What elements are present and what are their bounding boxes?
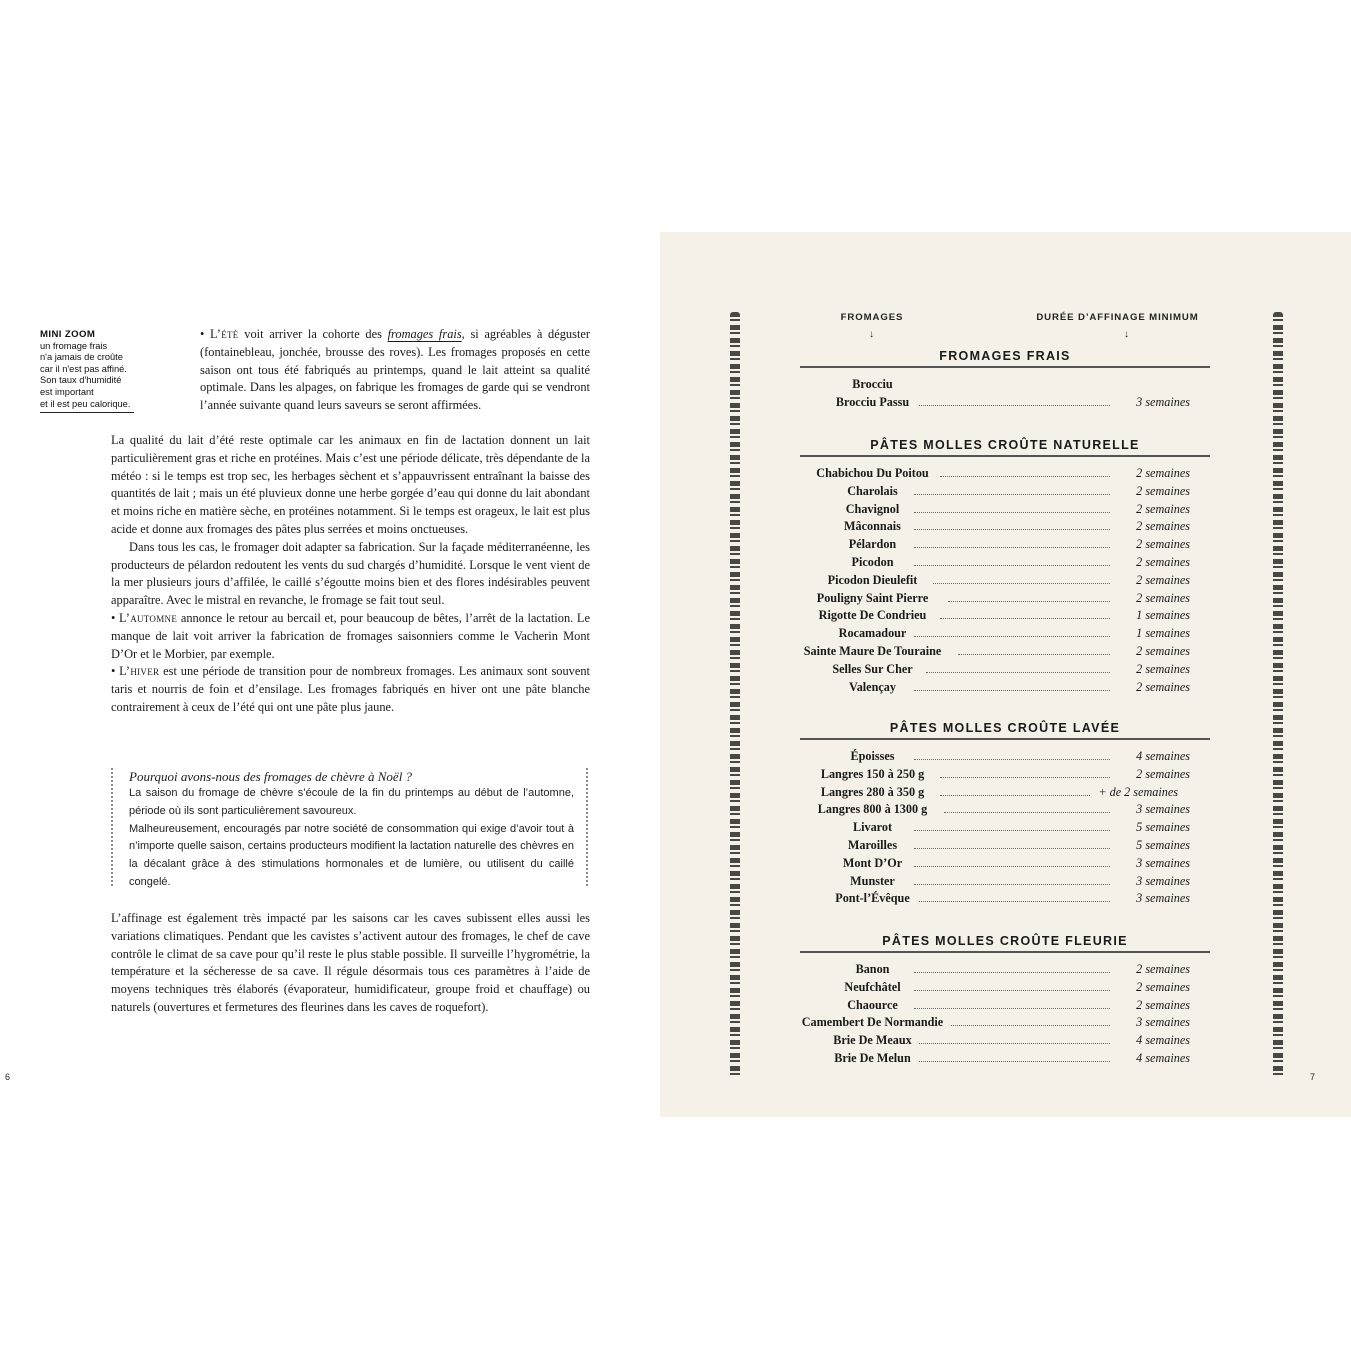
arrow-down-icon: ↓	[869, 329, 874, 340]
text-span: , si agréables à déguster (fontainebleau, jonchée, brousse des roves). Les fromages proposés en cette saison ont tous été fabriqués au printemps, quand le lait atteint sa qualité optimale. Dans les alpages, on fabrique les fromages de garde qui se vendront l’année suivante quand leurs saveurs se seront affirmées.	[200, 327, 591, 413]
cheese-name: Langres 150 à 250 g	[820, 766, 925, 781]
affinage-duration: 2 semaines	[1136, 679, 1190, 694]
season-ete: L’été	[210, 327, 239, 341]
affinage-duration: 2 semaines	[1136, 979, 1190, 994]
cheese-row	[800, 819, 1210, 837]
cheese-name: Maroilles	[847, 837, 898, 852]
affinage-duration: 2 semaines	[1136, 590, 1190, 605]
affinage-duration: 3 semaines	[1136, 1015, 1190, 1030]
ornament-border-left	[730, 312, 740, 1078]
cheese-name: Camembert De Normandie	[801, 1015, 944, 1030]
dot-leader	[958, 654, 1110, 655]
cheese-row	[800, 590, 1210, 608]
cheese-name: Rocamadour	[838, 626, 907, 641]
dot-leader	[914, 494, 1110, 495]
cheese-section	[800, 933, 1210, 1068]
page-number-left: 6	[5, 1072, 11, 1082]
section-rows	[800, 465, 1210, 696]
section-rows	[800, 961, 1210, 1068]
cheese-row	[800, 679, 1210, 697]
affinage-duration: 3 semaines	[1136, 891, 1190, 906]
cheese-row	[800, 766, 1210, 784]
dot-leader	[914, 1008, 1110, 1009]
cheese-name: Pélardon	[848, 537, 897, 552]
mini-zoom-rule	[40, 412, 134, 413]
section-title: PÂTES MOLLES CROÛTE NATURELLE	[870, 438, 1140, 452]
affinage-duration: 4 semaines	[1136, 1050, 1190, 1065]
text-span: annonce le retour au bercail et, pour beaucoup de bêtes, l’arrêt de la lactation. Le manque de lait voit arriver la fabrication de fromages saisonniers comme le Vacherin Mont D’Or et le Morbier, par exemple.	[111, 610, 590, 661]
cheese-row	[800, 997, 1210, 1015]
callout-title: Pourquoi avons-nous des fromages de chèvre à Noël ?	[129, 769, 413, 784]
dot-leader	[940, 795, 1090, 796]
cheese-row	[800, 518, 1210, 536]
affinage-duration: 2 semaines	[1136, 643, 1190, 658]
dot-leader	[914, 636, 1110, 637]
paragraph-lait: La qualité du lait d’été reste optimale car les animaux en fin de lactation donnent un lait particulièrement gras et riche en protéines. Mais c’est une période délicate, très dépendante de la météo : si le temps est trop sec, les herbages sèchent et s’appauvrissent entraînant la baisse des quantités de lait ; mais un été pluvieux donne une herbe gorgée d’eau qui donne du lait abondant et moins riche en matière sèche, en protéines notamment. Si le temps est orageux, le lait est plus acide et donne aux fromages des pâtes plus serrées et moins onctueuses.	[111, 433, 590, 536]
column-header-fromages: FROMAGES	[840, 312, 904, 323]
page-number-right: 7	[1310, 1072, 1316, 1082]
cheese-name: Mont D’Or	[842, 855, 903, 870]
cheese-row	[800, 855, 1210, 873]
paragraph-affinage-text: L’affinage est également très impacté par les saisons car les caves subissent elles aussi les variations climatiques. Pendant que les cavistes s’activent autour des fromages, le chef de cave contrôle le climat de sa cave pour qu’il reste le plus stable possible. Il surveille l’hygrométrie, la température et la sécheresse de sa cave. Il régule désormais tous ces paramètres à l’aide de moyens techniques très élaborés (évaporateur, humidificateur, groupe froid et chauffage) ou naturels (ouvertures et fermetures des fleurines dans les caves de roquefort).	[111, 911, 590, 1014]
column-header-duree: DURÉE D’AFFINAGE MINIMUM	[1036, 312, 1199, 323]
cheese-row	[800, 873, 1210, 891]
section-rule	[800, 738, 1210, 740]
cheese-name: Selles Sur Cher	[832, 661, 913, 676]
cheese-name: Chavignol	[845, 501, 900, 516]
cheese-section	[800, 720, 1210, 908]
paragraph-hiver	[111, 663, 590, 716]
cheese-name: Langres 280 à 350 g	[820, 784, 925, 799]
dot-leader	[926, 672, 1110, 673]
callout-border-left	[111, 768, 113, 888]
callout-paragraph: La saison du fromage de chèvre s’écoule de la fin du printemps au début de l’automne, période où ils sont particulièrement savoureux.	[129, 787, 574, 817]
affinage-duration: 2 semaines	[1136, 554, 1190, 569]
affinage-duration: 4 semaines	[1136, 749, 1190, 763]
season-hiver: L’hiver	[119, 664, 160, 679]
cheese-name: Neufchâtel	[844, 979, 901, 994]
cheese-name: Pouligny Saint Pierre	[816, 590, 929, 605]
dot-leader	[914, 565, 1110, 566]
cheese-row	[800, 784, 1210, 802]
paragraph-ete	[200, 326, 590, 415]
dot-leader	[914, 990, 1110, 991]
mini-zoom-line: Son taux d'humidité	[40, 375, 122, 386]
section-rule	[800, 455, 1210, 457]
cheese-row	[800, 536, 1210, 554]
affinage-duration: 2 semaines	[1136, 766, 1190, 781]
dot-leader	[940, 618, 1110, 619]
cheese-name: Brie De Melun	[834, 1050, 911, 1065]
cheese-name: Chabichou Du Poitou	[816, 466, 929, 480]
mini-zoom-line: car il n'est pas affiné.	[40, 363, 127, 374]
cheese-row	[800, 890, 1210, 908]
section-rows	[800, 748, 1210, 908]
cheese-row	[800, 607, 1210, 625]
affinage-duration: 2 semaines	[1136, 962, 1190, 976]
dot-leader	[919, 1061, 1110, 1062]
cheese-name: Picodon	[851, 554, 894, 569]
cheese-name: Picodon Dieulefit	[827, 572, 918, 587]
text-span: est une période de transition pour de nombreux fromages. Les animaux sont souvent taris et nourris de foin et d’ensilage. Les fromages fabriqués en hiver ont une pâte blanche contrairement à ceux de l’été qui ont une pâte plus jaune.	[111, 664, 590, 714]
dot-leader	[919, 1043, 1110, 1044]
affinage-duration: 2 semaines	[1136, 519, 1190, 534]
dot-leader	[944, 812, 1110, 813]
affinage-duration: 2 semaines	[1136, 466, 1190, 480]
section-rule	[800, 366, 1210, 368]
affinage-duration: 2 semaines	[1136, 483, 1190, 498]
mini-zoom	[40, 329, 136, 413]
cheese-name: Brocciu Passu	[835, 394, 910, 409]
dot-leader	[933, 583, 1110, 584]
callout-paragraph: Malheureusement, encouragés par notre société de consommation qui exige d’avoir tout à n’importe quelle saison, certains producteurs modifient la lactation naturelle des chèvres en la décalant grâce à des stimulations hormonales et de lumière, ou utilisent du caillé congelé.	[129, 822, 574, 888]
cheese-section	[800, 437, 1210, 696]
dot-leader	[914, 512, 1110, 513]
cheese-row	[800, 979, 1210, 997]
paragraph-fromager: Dans tous les cas, le fromager doit adapter sa fabrication. Sur la façade méditerranéenne, les producteurs de pélardon redoutent les vents du sud chargés d’humidité. Lorsque le vent vient de la mer plusieurs jours d’affilée, le caillé s’égoutte moins bien et des flores indésirables peuvent apparaître. Avec le mistral en revanche, le fromage se fait tout seul.	[111, 539, 590, 608]
cheese-name: Brocciu	[852, 377, 893, 391]
dot-leader	[914, 690, 1110, 691]
affinage-duration: 2 semaines	[1136, 997, 1190, 1012]
callout-box	[111, 768, 590, 888]
cheese-name: Époisses	[850, 749, 895, 763]
affinage-duration: 2 semaines	[1136, 661, 1190, 676]
text-span: voit arriver la cohorte des	[238, 327, 388, 341]
affinage-duration: 3 semaines	[1136, 394, 1190, 409]
dot-leader	[919, 901, 1110, 902]
dot-leader	[940, 777, 1110, 778]
cheese-row	[800, 483, 1210, 501]
section-title: PÂTES MOLLES CROÛTE LAVÉE	[889, 721, 1121, 735]
bullet: •	[200, 327, 211, 341]
mini-zoom-line: et il est peu calorique.	[40, 398, 131, 409]
dot-leader	[914, 972, 1110, 973]
cheese-name: Banon	[855, 962, 890, 976]
dot-leader	[951, 1025, 1110, 1026]
section-title: PÂTES MOLLES CROÛTE FLEURIE	[882, 934, 1128, 948]
cheese-row	[800, 554, 1210, 572]
cheese-name: Livarot	[852, 820, 893, 835]
affinage-duration: 2 semaines	[1136, 537, 1190, 552]
cheese-row	[800, 394, 1210, 412]
section-rows	[800, 376, 1210, 412]
cheese-row	[800, 801, 1210, 819]
affinage-duration: + de 2 semaines	[1098, 784, 1178, 799]
dot-leader	[914, 529, 1110, 530]
affinage-duration: 3 semaines	[1136, 855, 1190, 870]
dot-leader	[914, 830, 1110, 831]
mini-zoom-line: n'a jamais de croûte	[40, 352, 123, 363]
cheese-row	[800, 1032, 1210, 1050]
season-automne: L’automne	[119, 610, 178, 625]
bullet: •	[111, 664, 120, 679]
affinage-duration: 3 semaines	[1136, 802, 1190, 817]
cheese-name: Mâconnais	[844, 519, 901, 534]
cheese-name: Charolais	[847, 483, 898, 498]
cheese-row	[800, 376, 1210, 394]
callout-border-right	[586, 768, 588, 888]
affinage-duration: 1 semaines	[1136, 608, 1190, 623]
cheese-row	[800, 1014, 1210, 1032]
dot-leader	[940, 476, 1110, 477]
cheese-section	[800, 348, 1210, 412]
cheese-row	[800, 961, 1210, 979]
term-fromages-frais: fromages frais	[387, 327, 462, 341]
ornament-border-right	[1273, 312, 1283, 1078]
cheese-name: Langres 800 à 1300 g	[817, 802, 928, 817]
dot-leader	[914, 866, 1110, 867]
callout-content	[129, 768, 574, 892]
main-text	[111, 432, 590, 717]
affinage-duration: 2 semaines	[1136, 501, 1190, 516]
cheese-row	[800, 1050, 1210, 1068]
mini-zoom-title: MINI ZOOM	[40, 329, 96, 340]
section-rule	[800, 951, 1210, 953]
cheese-row	[800, 625, 1210, 643]
paragraph-affinage	[111, 910, 590, 1017]
cheese-name: Brie De Meaux	[833, 1033, 912, 1048]
dot-leader	[914, 547, 1110, 548]
cheese-name: Pont-l’Évêque	[835, 891, 910, 906]
paragraph-automne	[111, 610, 590, 663]
cheese-row	[800, 572, 1210, 590]
affinage-duration: 5 semaines	[1136, 837, 1190, 852]
cheese-row	[800, 643, 1210, 661]
cheese-row	[800, 837, 1210, 855]
mini-zoom-line: un fromage frais	[40, 340, 108, 351]
arrow-down-icon: ↓	[1124, 329, 1129, 340]
affinage-duration: 5 semaines	[1136, 820, 1190, 835]
dot-leader	[914, 759, 1110, 760]
affinage-duration: 3 semaines	[1136, 873, 1190, 888]
bullet: •	[111, 610, 120, 625]
affinage-duration: 2 semaines	[1136, 572, 1190, 587]
cheese-name: Valençay	[849, 679, 896, 694]
dot-leader	[948, 601, 1110, 602]
cheese-name: Sainte Maure De Touraine	[803, 643, 942, 658]
cheese-row	[800, 465, 1210, 483]
cheese-name: Chaource	[847, 997, 898, 1012]
cheese-name: Munster	[850, 873, 895, 888]
dot-leader	[914, 884, 1110, 885]
section-title: FROMAGES FRAIS	[939, 349, 1071, 363]
mini-zoom-line: est important	[40, 386, 94, 397]
affinage-duration: 4 semaines	[1136, 1033, 1190, 1048]
cheese-row	[800, 748, 1210, 766]
cheese-name: Rigotte De Condrieu	[818, 608, 927, 623]
cheese-row	[800, 501, 1210, 519]
dot-leader	[919, 405, 1110, 406]
cheese-row	[800, 661, 1210, 679]
affinage-duration: 1 semaines	[1136, 626, 1190, 641]
dot-leader	[914, 848, 1110, 849]
